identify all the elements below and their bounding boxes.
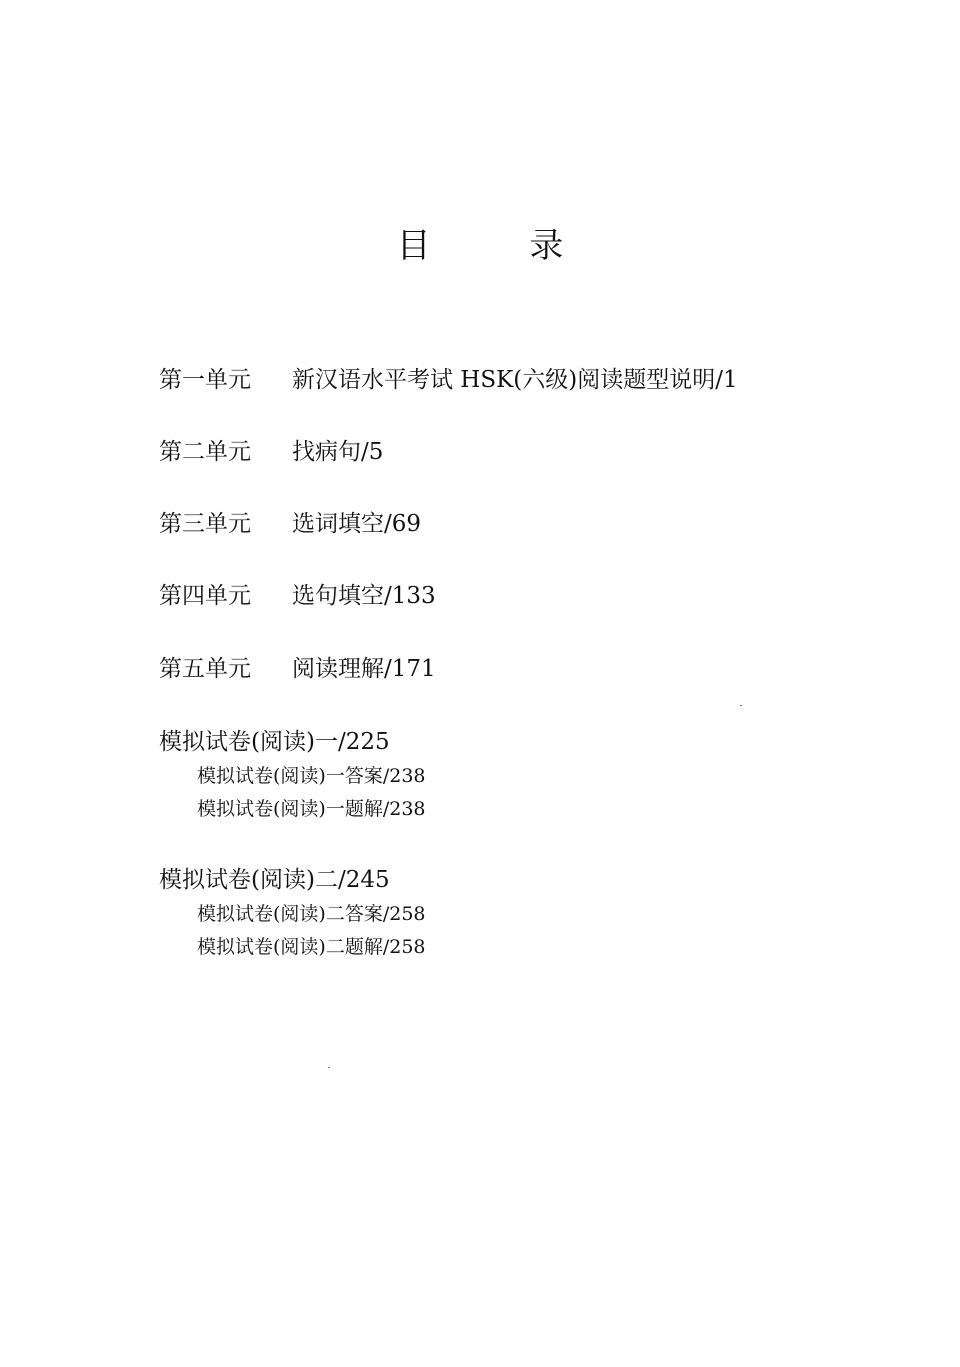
unit-title: 阅读理解/171 [292, 656, 436, 682]
toc-entry-exam-2[interactable]: 模拟试卷(阅读)二/245 [159, 867, 390, 893]
toc-subentry-exam-1-explanations[interactable]: 模拟试卷(阅读)一题解/238 [197, 798, 426, 820]
toc-subentry-exam-1-answers[interactable]: 模拟试卷(阅读)一答案/238 [197, 765, 426, 787]
unit-title: 新汉语水平考试 HSK(六级)阅读题型说明/1 [292, 367, 738, 393]
unit-title: 选词填空/69 [292, 511, 422, 537]
unit-title: 找病句/5 [292, 439, 384, 465]
toc-entry-unit-4[interactable] [159, 581, 436, 611]
toc-entry-unit-5[interactable] [159, 654, 436, 684]
toc-subentry-exam-2-explanations[interactable]: 模拟试卷(阅读)二题解/258 [197, 936, 426, 958]
unit-label: 第二单元 [159, 439, 251, 465]
page-title: 目 录 [396, 226, 608, 266]
unit-label: 第一单元 [159, 367, 251, 393]
unit-label: 第五单元 [159, 656, 251, 682]
unit-title: 选句填空/133 [292, 583, 436, 609]
scan-speck [740, 705, 742, 706]
toc-entry-unit-1[interactable] [159, 365, 738, 395]
unit-label: 第四单元 [159, 583, 251, 609]
unit-label: 第三单元 [159, 511, 251, 537]
toc-entry-exam-1[interactable]: 模拟试卷(阅读)一/225 [159, 729, 390, 755]
scan-speck [328, 1067, 330, 1068]
toc-entry-unit-3[interactable] [159, 509, 421, 539]
toc-subentry-exam-2-answers[interactable]: 模拟试卷(阅读)二答案/258 [197, 903, 426, 925]
toc-entry-unit-2[interactable] [159, 437, 383, 467]
